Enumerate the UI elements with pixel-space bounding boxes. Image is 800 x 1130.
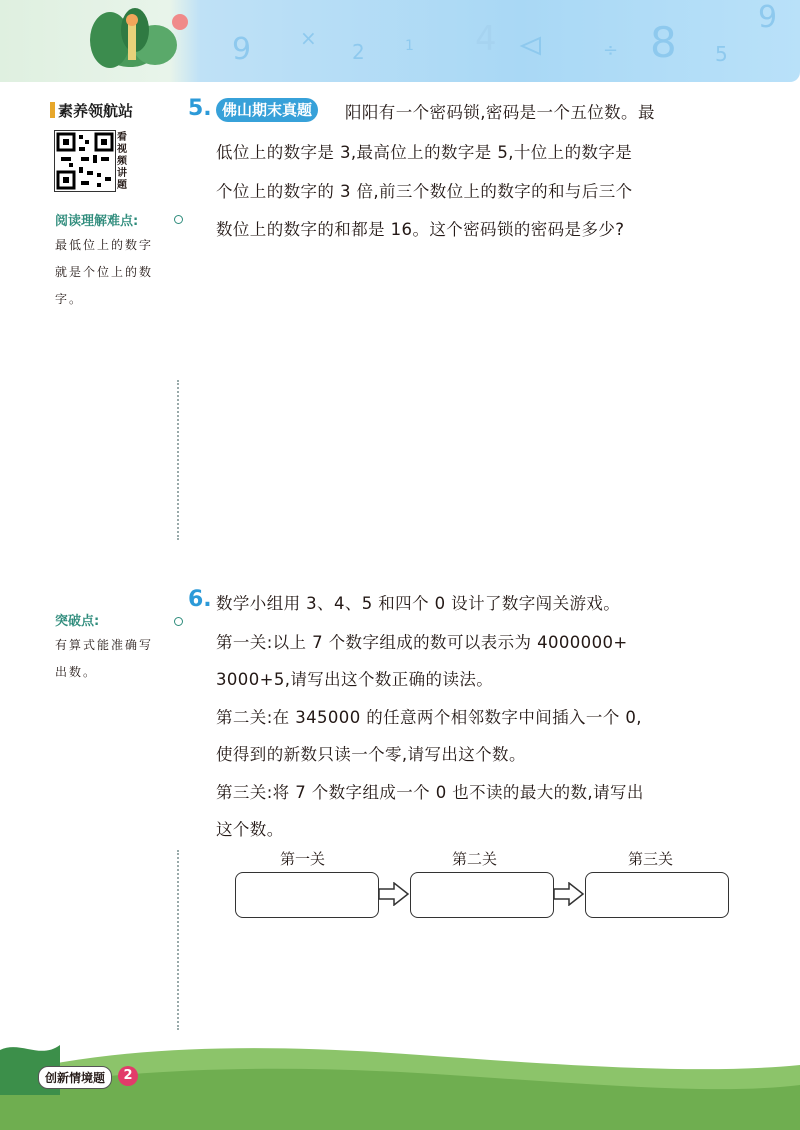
decor-digit: 9 — [232, 32, 252, 67]
level-1-label: 第一关 — [280, 850, 326, 868]
bullet-icon — [174, 215, 183, 224]
level-1-answer-box[interactable] — [235, 872, 379, 918]
question-6-line: 第一关:以上 7 个数字组成的数可以表示为 4000000+ — [216, 633, 628, 652]
question-6-line: 使得到的新数只读一个零,请写出这个数。 — [216, 745, 526, 764]
tip2-note — [55, 632, 175, 686]
tip1-line: 最低位上的数字 — [55, 238, 154, 252]
tip1-note — [55, 232, 175, 313]
footer-category-tag: 创新情境题 — [38, 1066, 112, 1089]
decor-symbol: × — [300, 26, 317, 50]
question-5-line: 数位上的数字的和都是 16。这个密码锁的密码是多少? — [216, 220, 625, 239]
tip1-line: 就是个位上的数 — [55, 265, 154, 279]
arrow-right-icon — [378, 882, 410, 906]
decor-digit: 5 — [715, 42, 728, 66]
arrow-right-icon — [553, 882, 585, 906]
question-5-line: 低位上的数字是 3,最高位上的数字是 5,十位上的数字是 — [216, 143, 633, 162]
header-banner — [0, 0, 800, 82]
question-source-tag: 佛山期末真题 — [216, 98, 318, 122]
plant-illustration — [60, 0, 260, 82]
bullet-icon — [174, 617, 183, 626]
level-2-answer-box[interactable] — [410, 872, 554, 918]
question-6-line: 第三关:将 7 个数字组成一个 0 也不读的最大的数,请写出 — [216, 783, 644, 802]
page-number: 2 — [118, 1066, 138, 1086]
question-5-line: 阳阳有一个密码锁,密码是一个五位数。最 — [345, 103, 655, 122]
decor-symbol: ÷ — [603, 40, 619, 61]
question-5-number: 5. — [188, 96, 212, 121]
section-marker-bar — [50, 102, 55, 118]
question-6-line: 数学小组用 3、4、5 和四个 0 设计了数字闯关游戏。 — [216, 594, 621, 613]
question-6-number: 6. — [188, 587, 212, 612]
svg-text:4: 4 — [475, 19, 497, 58]
divider — [177, 850, 179, 1030]
decor-shape — [470, 18, 510, 58]
decor-digit: 1 — [405, 38, 414, 54]
triangle-icon — [518, 36, 542, 56]
decor-digit: 9 — [758, 0, 778, 35]
tip2-line: 有算式能准确写 — [55, 638, 154, 652]
question-5-line: 个位上的数字的 3 倍,前三个数位上的数字的和与后三个 — [216, 182, 633, 201]
tip1-heading: 阅读理解难点: — [55, 214, 139, 229]
decor-digit: 8 — [650, 18, 677, 67]
qr-label: 看视频讲题 — [117, 132, 127, 191]
sidebar-section-title: 素养领航站 — [58, 102, 134, 120]
question-6-line: 这个数。 — [216, 820, 284, 839]
divider — [177, 380, 179, 540]
decor-digit: 2 — [352, 40, 365, 64]
tip2-heading: 突破点: — [55, 614, 100, 629]
question-6-line: 第二关:在 345000 的任意两个相邻数字中间插入一个 0, — [216, 708, 642, 727]
qr-code[interactable] — [54, 130, 116, 192]
qr-code-icon — [55, 131, 115, 191]
question-6-line: 3000+5,请写出这个数正确的读法。 — [216, 670, 494, 689]
level-3-answer-box[interactable] — [585, 872, 729, 918]
tip2-line: 出数。 — [55, 665, 98, 679]
level-2-label: 第二关 — [452, 850, 498, 868]
level-3-label: 第三关 — [628, 850, 674, 868]
tip1-line: 字。 — [55, 292, 84, 306]
